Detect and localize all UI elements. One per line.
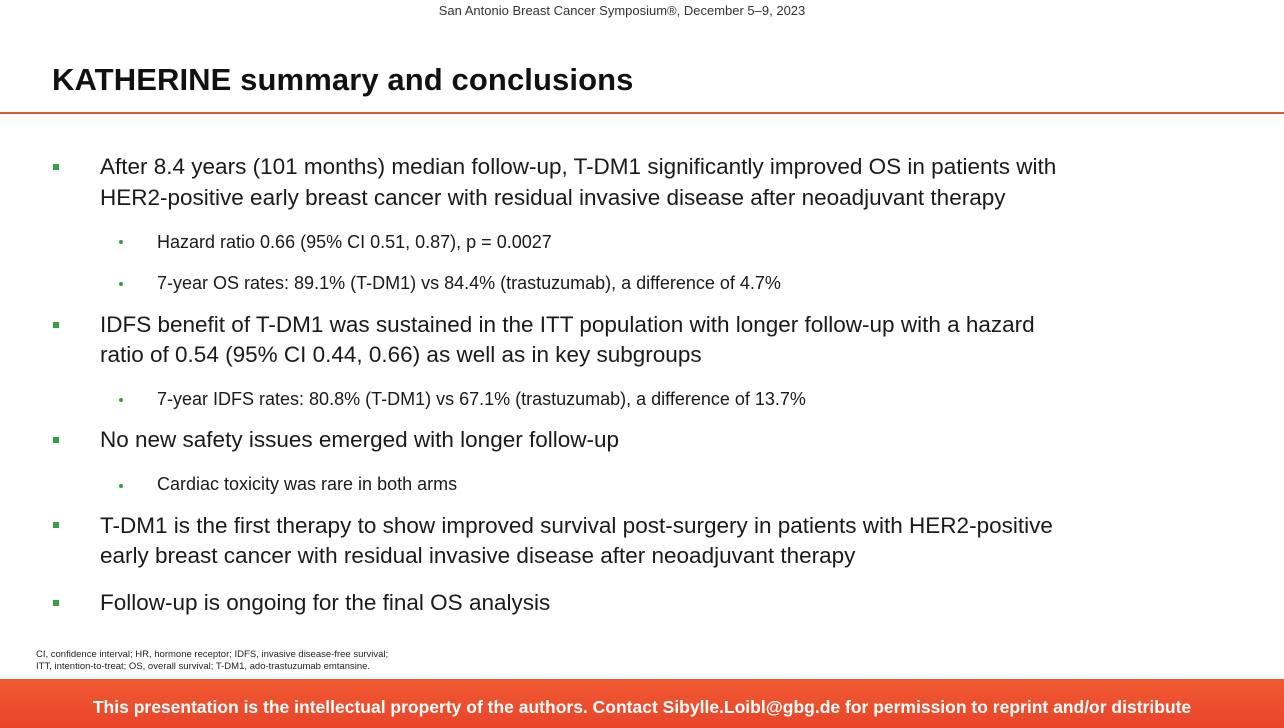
bullet-marker-icon	[53, 322, 59, 328]
bullet-marker-icon	[53, 522, 59, 528]
bullet-marker-icon	[53, 164, 59, 170]
bullet-4-line-1: T-DM1 is the first therapy to show improved survival post-surgery in patients with HER2-positive	[100, 513, 1053, 538]
bullet-marker-icon	[53, 437, 59, 443]
sub-bullet-marker-icon	[119, 484, 123, 488]
bullet-1-line-1: After 8.4 years (101 months) median follow-up, T-DM1 significantly improved OS in patients with	[100, 154, 1057, 179]
bullet-2-sub-1: 7-year IDFS rates: 80.8% (T-DM1) vs 67.1% (trastuzumab), a difference of 13.7%	[157, 389, 806, 409]
sub-bullet-marker-icon	[119, 282, 123, 286]
bullet-3-line-1: No new safety issues emerged with longer follow-up	[100, 427, 620, 452]
bullet-4-line-2: early breast cancer with residual invasive disease after neoadjuvant therapy	[100, 543, 856, 568]
bullet-marker-icon	[53, 600, 59, 606]
sub-bullet-marker-icon	[119, 240, 123, 244]
sub-bullet-marker-icon	[119, 398, 123, 402]
footnote-line-1: CI, confidence interval; HR, hormone receptor; IDFS, invasive disease-free survival;	[36, 649, 389, 660]
conference-header: San Antonio Breast Cancer Symposium®, December 5–9, 2023	[438, 3, 806, 18]
bullet-1-line-2: HER2-positive early breast cancer with residual invasive disease after neoadjuvant therapy	[100, 185, 1006, 210]
bullet-1-sub-1: Hazard ratio 0.66 (95% CI 0.51, 0.87), p = 0.0027	[157, 232, 552, 252]
bullet-5-line-1: Follow-up is ongoing for the final OS analysis	[100, 590, 551, 615]
slide-title: KATHERINE summary and conclusions	[52, 62, 634, 97]
footnote	[36, 649, 388, 673]
bullet-2-line-2: ratio of 0.54 (95% CI 0.44, 0.66) as well as in key subgroups	[100, 342, 702, 367]
footnote-line-2: ITT, intention-to-treat; OS, overall survival; T-DM1, ado-trastuzumab emtansine.	[36, 661, 371, 672]
bullet-2-line-1: IDFS benefit of T-DM1 was sustained in the ITT population with longer follow-up with a hazard	[100, 312, 1035, 337]
bullet-3-sub-1: Cardiac toxicity was rare in both arms	[157, 474, 458, 494]
bullet-1-sub-2: 7-year OS rates: 89.1% (T-DM1) vs 84.4% (trastuzumab), a difference of 4.7%	[157, 273, 781, 293]
copyright-notice: This presentation is the intellectual property of the authors. Contact Sibylle.Loibl@gbg.de for permission to reprint and/or distribute	[92, 697, 1192, 717]
